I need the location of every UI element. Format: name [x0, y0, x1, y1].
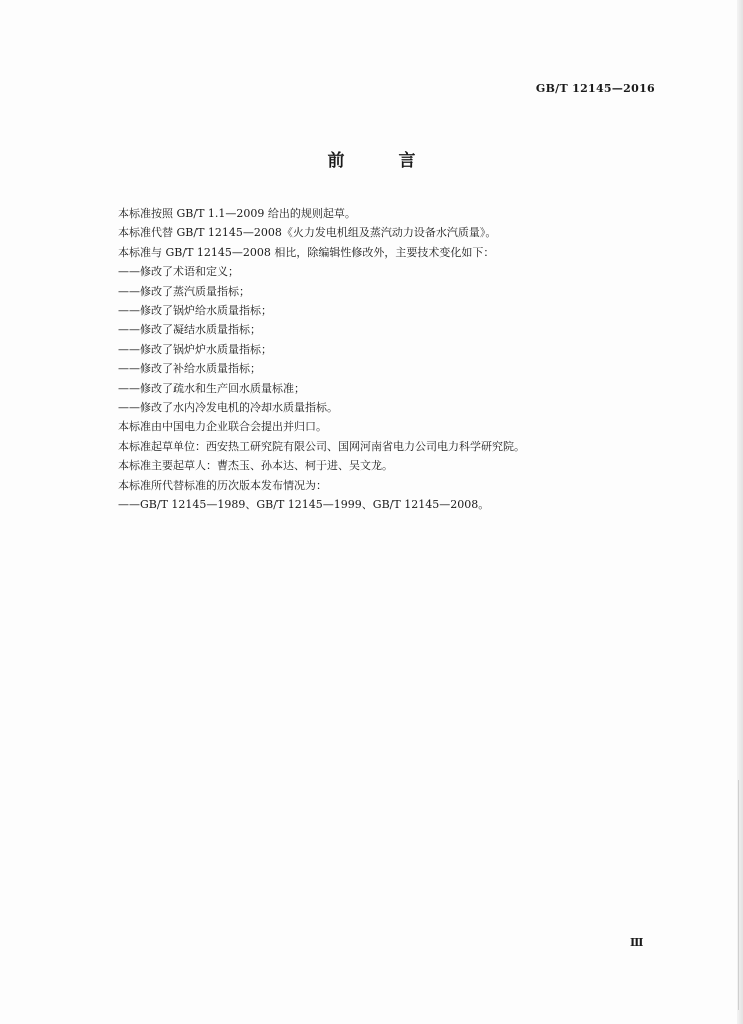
- list-item: ——修改了锅炉炉水质量指标；: [118, 342, 272, 356]
- paragraph-drafters: 本标准主要起草人：曹杰玉、孙本达、柯于进、吴文龙。: [118, 459, 393, 473]
- paragraph-changes-intro: 本标准与 GB/T 12145—2008 相比，除编辑性修改外，主要技术变化如下：: [118, 245, 495, 259]
- paragraph-history-intro: 本标准所代替标准的历次版本发布情况为：: [118, 478, 327, 492]
- list-item: ——GB/T 12145—1989、GB/T 12145—1999、GB/T 12145—2008。: [118, 498, 490, 512]
- paragraph-drafting-units: 本标准起草单位：西安热工研究院有限公司、国网河南省电力公司电力科学研究院。: [118, 439, 525, 453]
- standard-code: GB/T 12145—2016: [535, 82, 655, 95]
- list-item: ——修改了术语和定义；: [118, 265, 239, 279]
- list-item: ——修改了蒸汽质量指标；: [118, 284, 250, 298]
- page-edge-line: [738, 780, 739, 1010]
- page-number: Ⅲ: [630, 936, 644, 949]
- paragraph-proposer: 本标准由中国电力企业联合会提出并归口。: [118, 420, 327, 434]
- foreword-body: [118, 204, 658, 515]
- page-title: 前 言: [327, 151, 440, 171]
- paragraph-replaces: 本标准代替 GB/T 12145—2008《火力发电机组及蒸汽动力设备水汽质量》。: [118, 226, 497, 240]
- paragraph-drafting-rule: 本标准按照 GB/T 1.1—2009 给出的规则起草。: [118, 207, 356, 220]
- list-item: ——修改了凝结水质量指标；: [118, 323, 261, 337]
- list-item: ——修改了补给水质量指标；: [118, 362, 261, 376]
- list-item: ——修改了锅炉给水质量指标；: [118, 304, 272, 318]
- list-item: ——修改了水内冷发电机的冷却水质量指标。: [118, 401, 338, 415]
- list-item: ——修改了疏水和生产回水质量标准；: [118, 381, 305, 395]
